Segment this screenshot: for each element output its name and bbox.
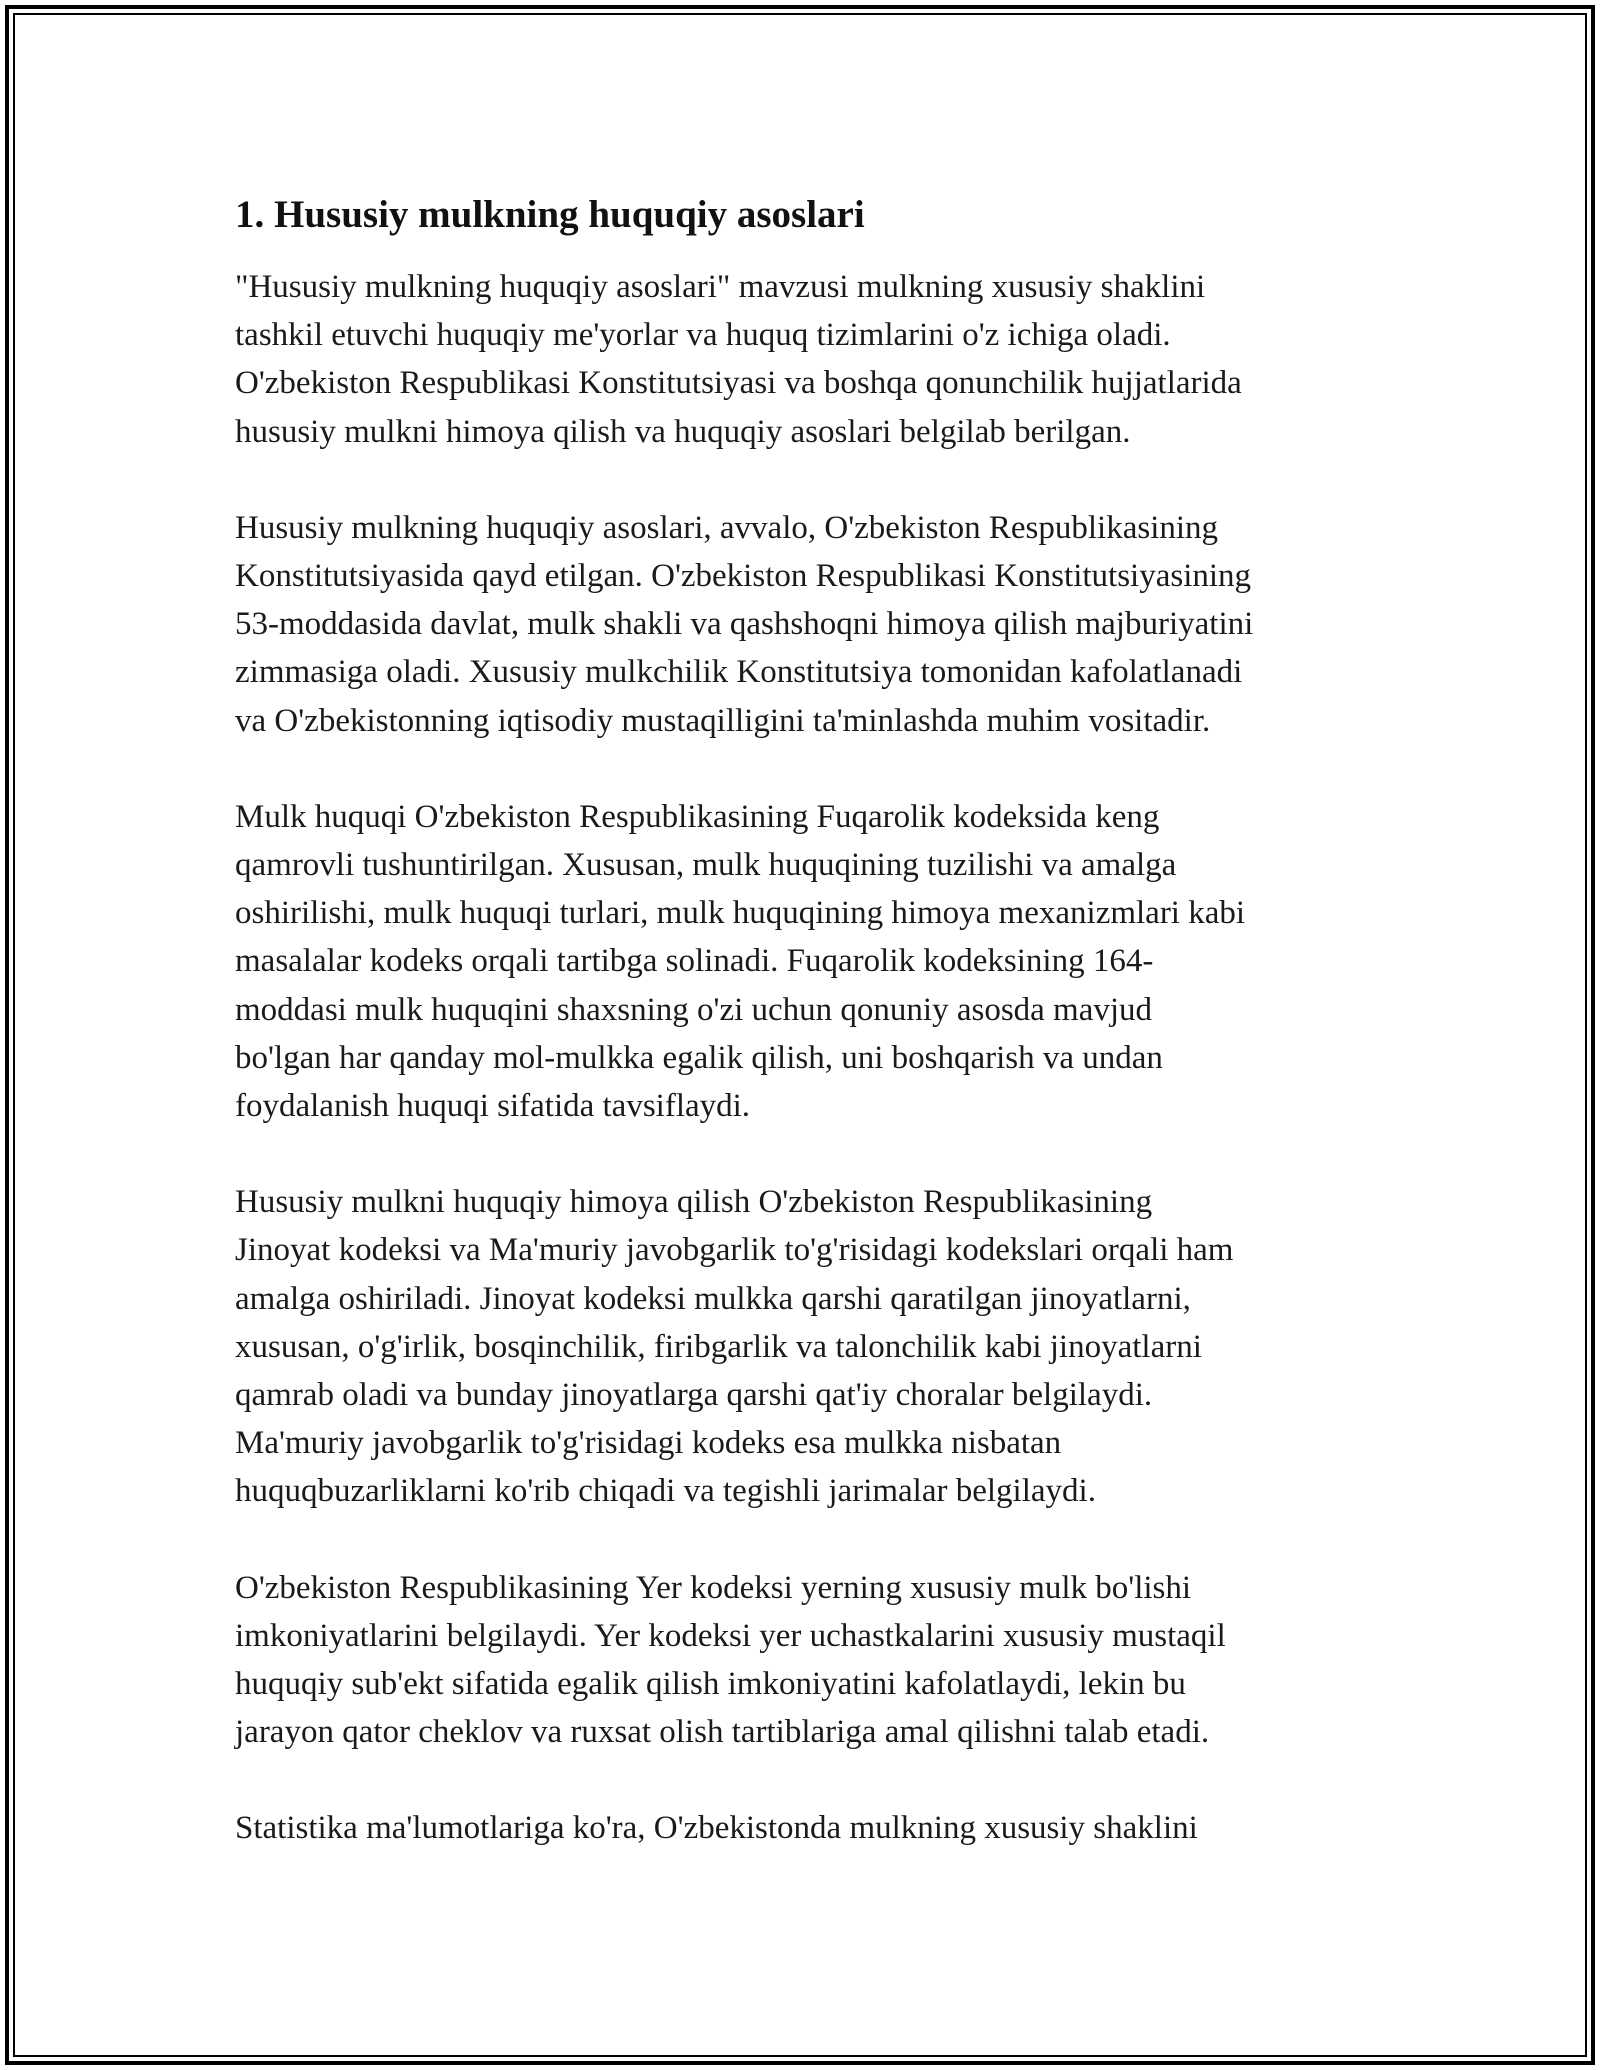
text-line: qamrovli tushuntirilgan. Xususan, mulk huquqining tuzilishi va amalga	[235, 847, 1177, 884]
document-body	[235, 180, 1385, 1901]
paragraph-4	[235, 1178, 1385, 1515]
text-line: moddasi mulk huquqini shaxsning o'zi uchun qonuniy asosda mavjud	[235, 991, 1153, 1028]
document-title: 1. Hususiy mulkning huquqiy asoslari	[235, 193, 865, 236]
text-line: huquqiy sub'ekt sifatida egalik qilish imkoniyatini kafolatlaydi, lekin bu	[235, 1666, 1186, 1703]
text-line: Ma'muriy javobgarlik to'g'risidagi kodeks esa mulkka nisbatan	[235, 1425, 1062, 1462]
text-line: xususan, o'g'irlik, bosqinchilik, firibgarlik va talonchilik kabi jinoyatlarni	[235, 1328, 1202, 1365]
text-line: bo'lgan har qanday mol-mulkka egalik qilish, uni boshqarish va undan	[235, 1039, 1163, 1076]
paragraph-2	[235, 504, 1385, 745]
text-line: imkoniyatlarini belgilaydi. Yer kodeksi yer uchastkalarini xususiy mustaqil	[235, 1617, 1226, 1654]
paragraph-1	[235, 263, 1385, 456]
text-line: Hususiy mulkning huquqiy asoslari, avvalo, O'zbekiston Respublikasining	[235, 509, 1219, 546]
paragraph-3	[235, 793, 1385, 1130]
text-line: 53-moddasida davlat, mulk shakli va qashshoqni himoya qilish majburiyatini	[235, 606, 1254, 643]
text-line: huquqbuzarliklarni ko'rib chiqadi va tegishli jarimalar belgilaydi.	[235, 1473, 1096, 1510]
text-line: hususiy mulkni himoya qilish va huquqiy asoslari belgilab berilgan.	[235, 413, 1131, 450]
text-line: Jinoyat kodeksi va Ma'muriy javobgarlik to'g'risidagi kodekslari orqali ham	[235, 1232, 1234, 1269]
text-line: va O'zbekistonning iqtisodiy mustaqilligini ta'minlashda muhim vositadir.	[235, 702, 1211, 739]
text-line: Hususiy mulkni huquqiy himoya qilish O'zbekiston Respublikasining	[235, 1184, 1153, 1221]
text-line: O'zbekiston Respublikasi Konstitutsiyasi va boshqa qonunchilik hujjatlarida	[235, 365, 1242, 402]
text-line: tashkil etuvchi huquqiy me'yorlar va huquq tizimlarini o'z ichiga oladi.	[235, 317, 1171, 354]
text-line: zimmasiga oladi. Xususiy mulkchilik Konstitutsiya tomonidan kafolatlanadi	[235, 654, 1243, 691]
text-line: Konstitutsiyasida qayd etilgan. O'zbekiston Respublikasi Konstitutsiyasining	[235, 558, 1252, 595]
text-line: qamrab oladi va bunday jinoyatlarga qarshi qat'iy choralar belgilaydi.	[235, 1377, 1153, 1414]
paragraph-5	[235, 1564, 1385, 1757]
text-line: "Hususiy mulkning huquqiy asoslari" mavzusi mulkning xususiy shaklini	[235, 269, 1206, 305]
text-line: masalalar kodeks orqali tartibga solinadi. Fuqarolik kodeksining 164-	[235, 943, 1154, 980]
text-line: jarayon qator cheklov va ruxsat olish tartiblariga amal qilishni talab etadi.	[235, 1714, 1210, 1751]
text-line: O'zbekiston Respublikasining Yer kodeksi yerning xususiy mulk bo'lishi	[235, 1569, 1192, 1606]
text-line: Statistika ma'lumotlariga ko'ra, O'zbekistonda mulkning xususiy shaklini	[235, 1810, 1198, 1847]
text-line: foydalanish huquqi sifatida tavsiflaydi.	[235, 1088, 751, 1125]
text-line: oshirilishi, mulk huquqi turlari, mulk huquqining himoya mexanizmlari kabi	[235, 895, 1246, 932]
text-line: Mulk huquqi O'zbekiston Respublikasining Fuqarolik kodeksida keng	[235, 798, 1160, 835]
text-line: amalga oshiriladi. Jinoyat kodeksi mulkka qarshi qaratilgan jinoyatlarni,	[235, 1280, 1191, 1317]
paragraph-6	[235, 1804, 1385, 1852]
